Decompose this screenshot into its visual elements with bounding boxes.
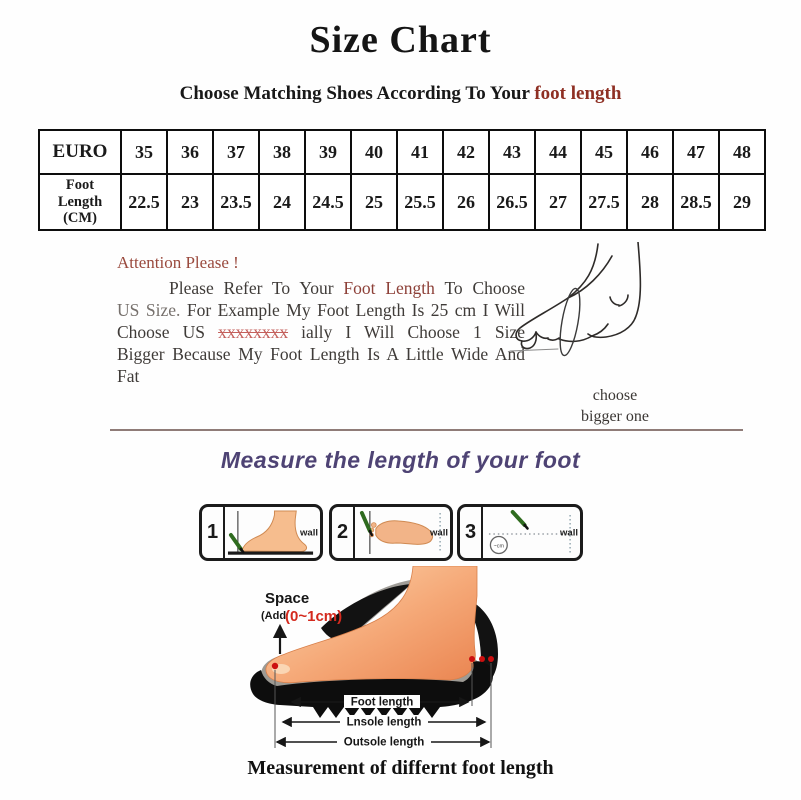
attention-heading: Attention Please !	[117, 253, 239, 272]
foot-length-header: Foot Length (CM)	[39, 174, 121, 230]
attention-text: To Choose	[434, 278, 526, 298]
choose-note-line2: bigger one	[581, 408, 649, 425]
measure-step-panel-2	[329, 504, 453, 561]
euro-size-cell: 35	[121, 130, 167, 174]
table-row-euro	[39, 130, 765, 174]
attention-foot-length-highlight: Foot Length	[343, 278, 435, 298]
euro-size-cell: 43	[489, 130, 535, 174]
table-row-foot-length	[39, 174, 765, 230]
measure-section-heading: Measure the length of your foot	[220, 447, 581, 473]
foot-sketch-illustration	[498, 242, 666, 370]
attention-text: ially I Will Choose 1 Size Bigger Because My Foot Length Is A Little Wide And Fat	[117, 322, 525, 386]
step-number: 2	[332, 507, 355, 558]
heel-measure-dot	[469, 656, 475, 662]
measure-step-panel-3	[457, 504, 583, 561]
attention-us-size: US Size.	[117, 300, 181, 320]
outsole-length-dimension-label: Outsole length	[343, 736, 425, 749]
foot-length-cell: 22.5	[121, 174, 167, 230]
choose-note-line1: choose	[592, 387, 638, 404]
euro-size-cell: 44	[535, 130, 581, 174]
foot-length-cell: 26.5	[489, 174, 535, 230]
attention-redacted-text: xxxxxxxx	[218, 322, 289, 342]
euro-size-cell: 48	[719, 130, 765, 174]
heel-measure-dot	[479, 656, 485, 662]
euro-size-cell: 39	[305, 130, 351, 174]
euro-size-cell: 47	[673, 130, 719, 174]
foot-length-cell: 26	[443, 174, 489, 230]
space-add-value: (0~1cm)	[285, 608, 343, 625]
step-3-illustration	[483, 507, 580, 558]
choose-bigger-note	[550, 385, 680, 427]
subtitle	[0, 83, 801, 105]
page-title: Size Chart	[309, 19, 492, 61]
foot-length-cell: 28	[627, 174, 673, 230]
wall-label: wall	[560, 527, 578, 538]
euro-size-cell: 42	[443, 130, 489, 174]
foot-length-cell: 28.5	[673, 174, 719, 230]
step-number: 1	[202, 507, 225, 558]
toe-measure-dot	[272, 663, 278, 669]
attention-note	[117, 253, 525, 387]
space-label: Space	[265, 590, 310, 607]
subtitle-text: Choose Matching Shoes According To Your	[179, 83, 530, 104]
foot-length-cell: 23	[167, 174, 213, 230]
foot-length-cell: 24	[259, 174, 305, 230]
insole-length-dimension-label: Lnsole length	[346, 716, 422, 729]
foot-length-cell: 27	[535, 174, 581, 230]
foot-length-cell: 25	[351, 174, 397, 230]
space-add-prefix: (Add	[261, 610, 287, 622]
foot-length-cell: 25.5	[397, 174, 443, 230]
foot-length-cell: 23.5	[213, 174, 259, 230]
foot-length-cell: 27.5	[581, 174, 627, 230]
euro-size-cell: 40	[351, 130, 397, 174]
euro-size-cell: 36	[167, 130, 213, 174]
attention-text: Please Refer To Your	[169, 278, 344, 298]
euro-size-cell: 45	[581, 130, 627, 174]
step-number: 3	[460, 507, 483, 558]
euro-header: EURO	[39, 130, 121, 174]
measure-step-panel-1	[199, 504, 323, 561]
subtitle-highlight: foot length	[534, 83, 622, 104]
foot-measurement-diagram	[225, 566, 580, 758]
euro-size-cell: 41	[397, 130, 443, 174]
wall-label: wall	[430, 527, 448, 538]
footer-caption: Measurement of differnt foot length	[247, 757, 554, 779]
foot-length-cell: 29	[719, 174, 765, 230]
euro-size-cell: 37	[213, 130, 259, 174]
euro-size-cell: 38	[259, 130, 305, 174]
attention-text: For Example My Foot Length Is 25 cm I Will Choose US	[117, 300, 526, 342]
step-2-illustration	[355, 507, 450, 558]
step-1-illustration	[225, 507, 320, 558]
wall-label: wall	[300, 527, 318, 538]
euro-size-cell: 46	[627, 130, 673, 174]
ruler-cm-label: ~cm	[493, 543, 505, 550]
foot-length-cell: 24.5	[305, 174, 351, 230]
foot-length-dimension-label: Foot length	[350, 696, 414, 709]
section-divider	[110, 429, 743, 431]
size-table	[38, 129, 766, 231]
heel-measure-dot	[488, 656, 494, 662]
attention-paragraph	[117, 277, 525, 387]
